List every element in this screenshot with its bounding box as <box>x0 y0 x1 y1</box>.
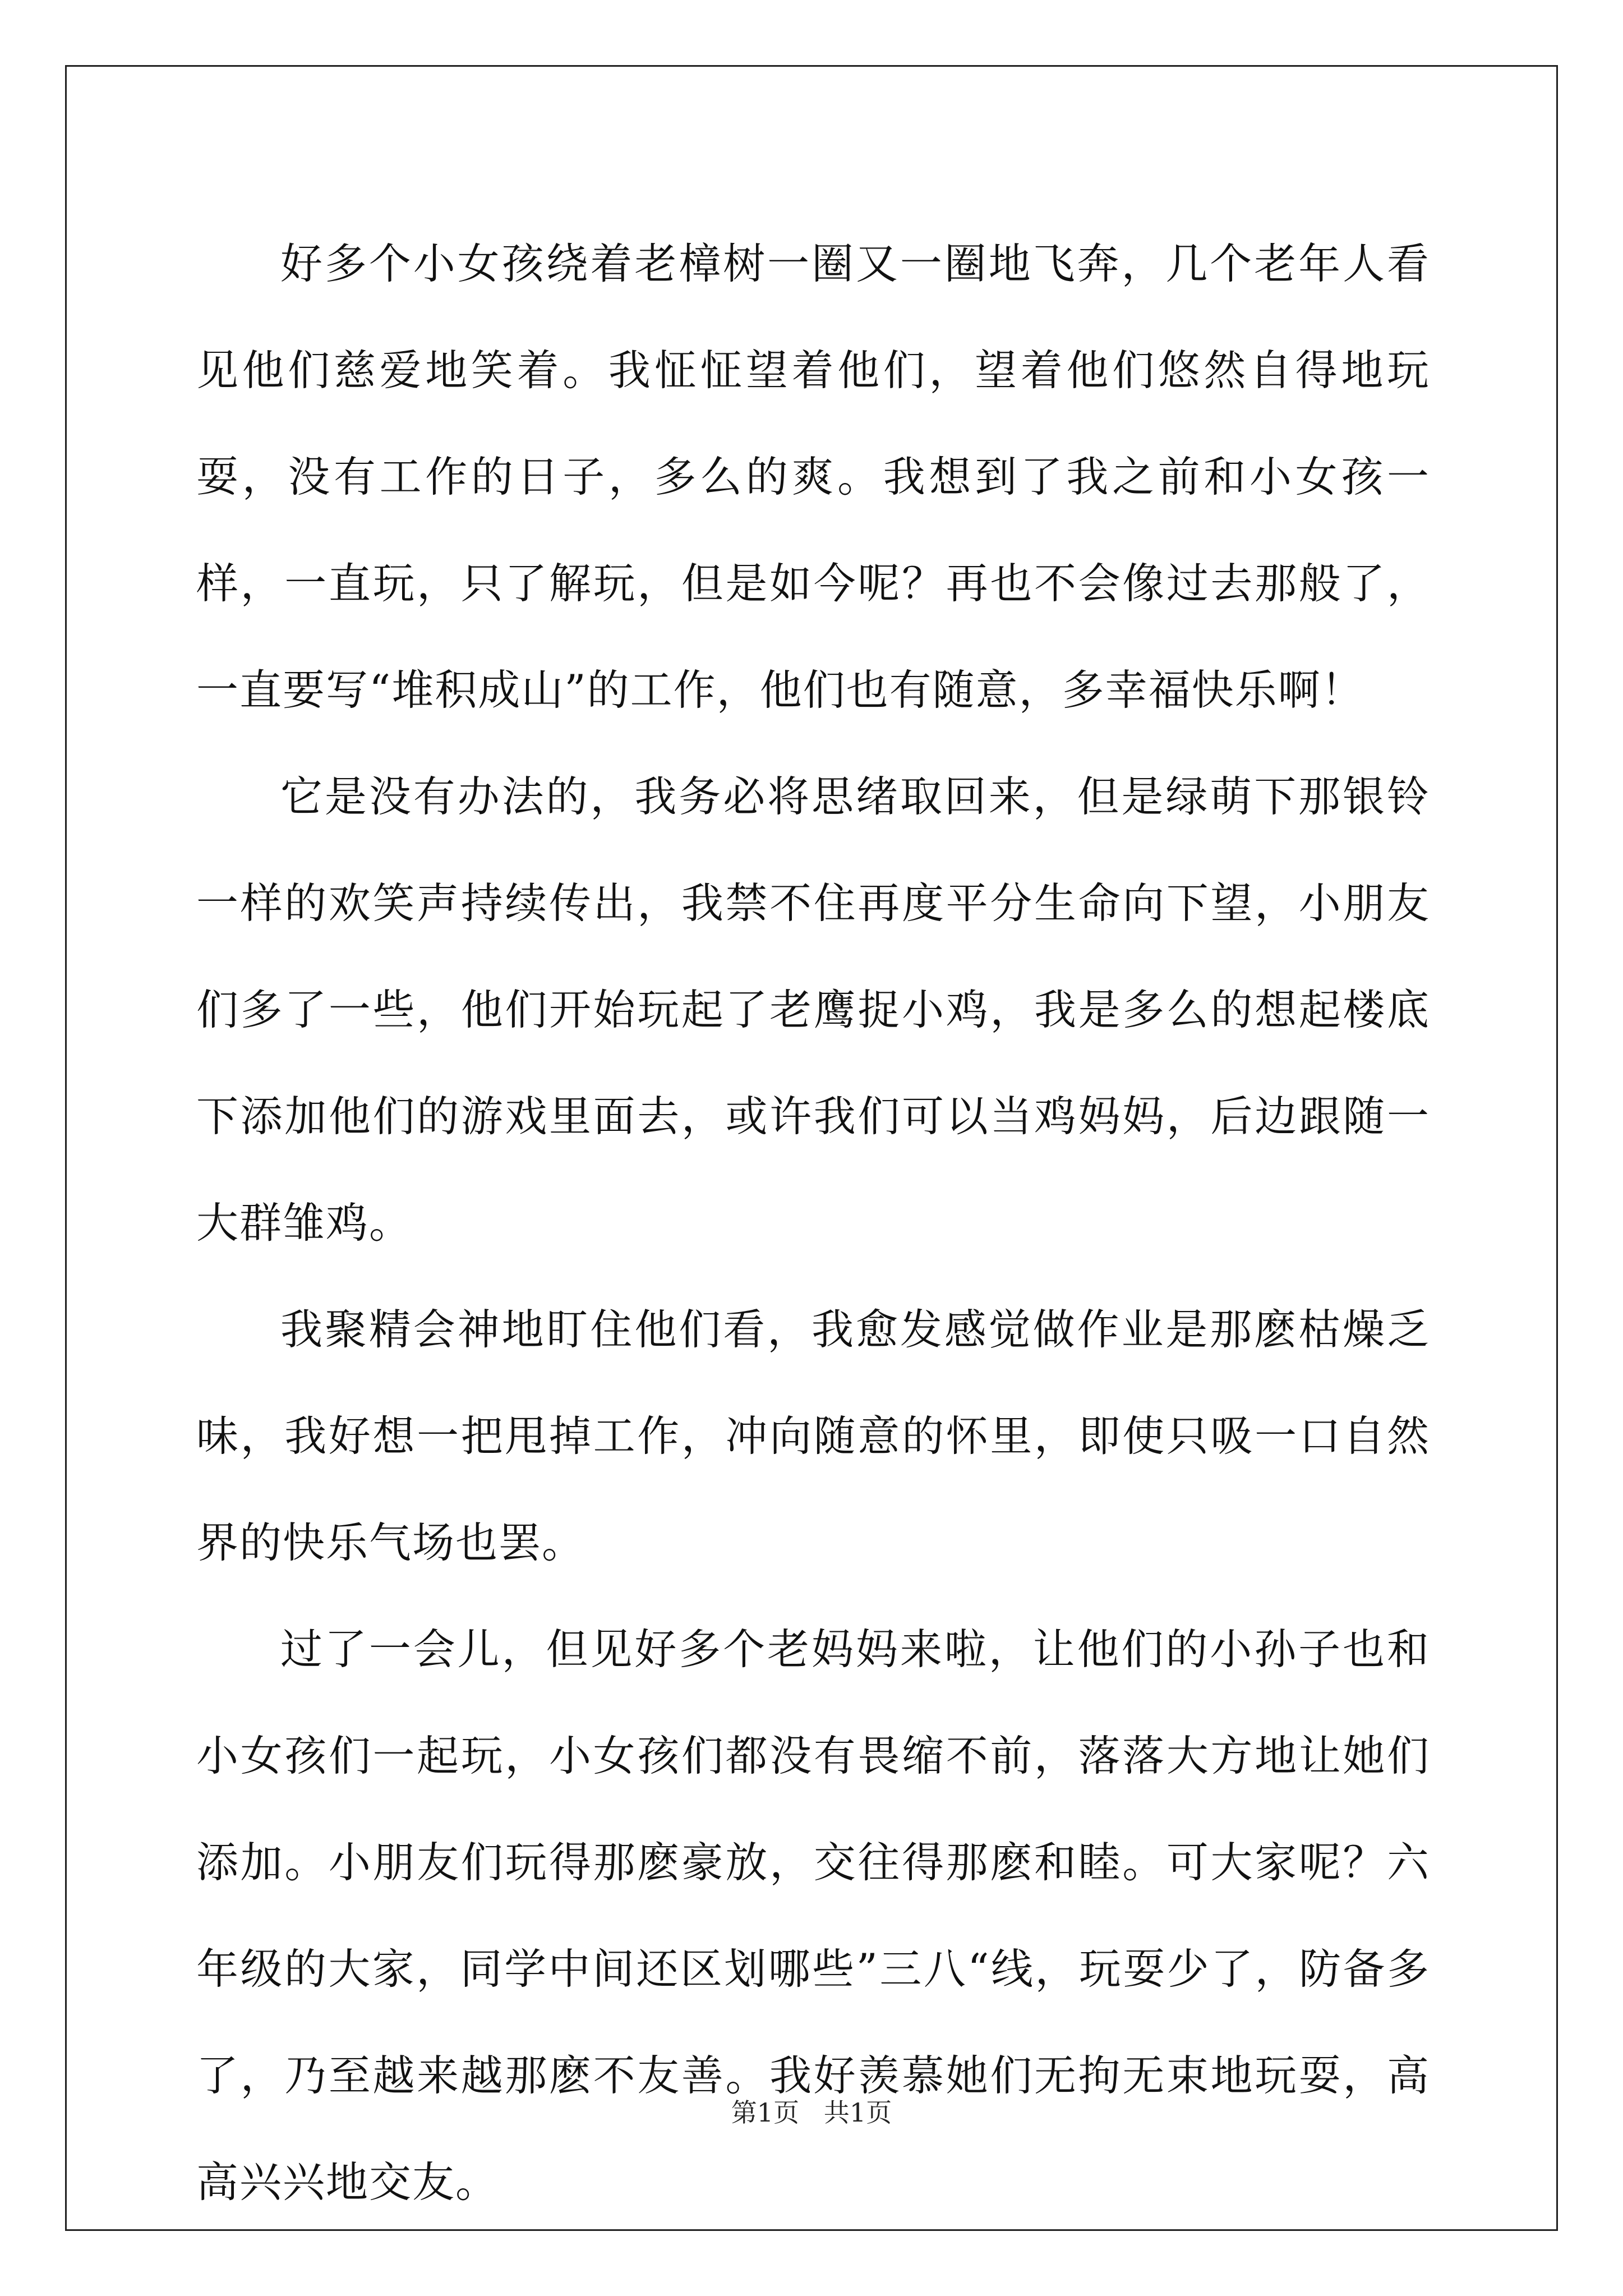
paragraph-2: 它是没有办法的，我务必将思绪取回来，但是绿萌下那银铃一样的欢笑声持续传出，我禁不住再度平分生命向下望，小朋友们多了一些，他们开始玩起了老鹰捉小鸡，我是多么的想起楼底下添加他们的游戏里面去，或许我们可以当鸡妈妈，后边跟随一大群雏鸡。 <box>196 772 1430 1248</box>
paragraph-1: 好多个小女孩绕着老樟树一圈又一圈地飞奔，几个老年人看见他们慈爱地笑着。我怔怔望着他们，望着他们悠然自得地玩耍，没有工作的日子，多么的爽。我想到了我之前和小女孩一样，一直玩，只了解玩，但是如今呢？再也不会像过去那般了，一直要写“堆积成山”的工作，他们也有随意，多幸福快乐啊！ <box>196 239 1430 715</box>
document-body <box>196 210 1430 2235</box>
paragraph-4: 过了一会儿，但见好多个老妈妈来啦，让他们的小孙子也和小女孩们一起玩，小女孩们都没有畏缩不前，落落大方地让她们添加。小朋友们玩得那麽豪放，交往得那麽和睦。可大家呢？六年级的大家，同学中间还区划哪些”三八“线，玩耍少了，防备多了，乃至越来越那麽不友善。我好羡慕她们无拘无束地玩耍，高高兴兴地交友。 <box>196 1625 1430 2207</box>
page-number-footer: 第1页 共1页 <box>731 2097 892 2128</box>
paragraph-3: 我聚精会神地盯住他们看，我愈发感觉做作业是那麽枯燥乏味，我好想一把甩掉工作，冲向随意的怀里，即使只吸一口自然界的快乐气场也罢。 <box>196 1305 1430 1567</box>
